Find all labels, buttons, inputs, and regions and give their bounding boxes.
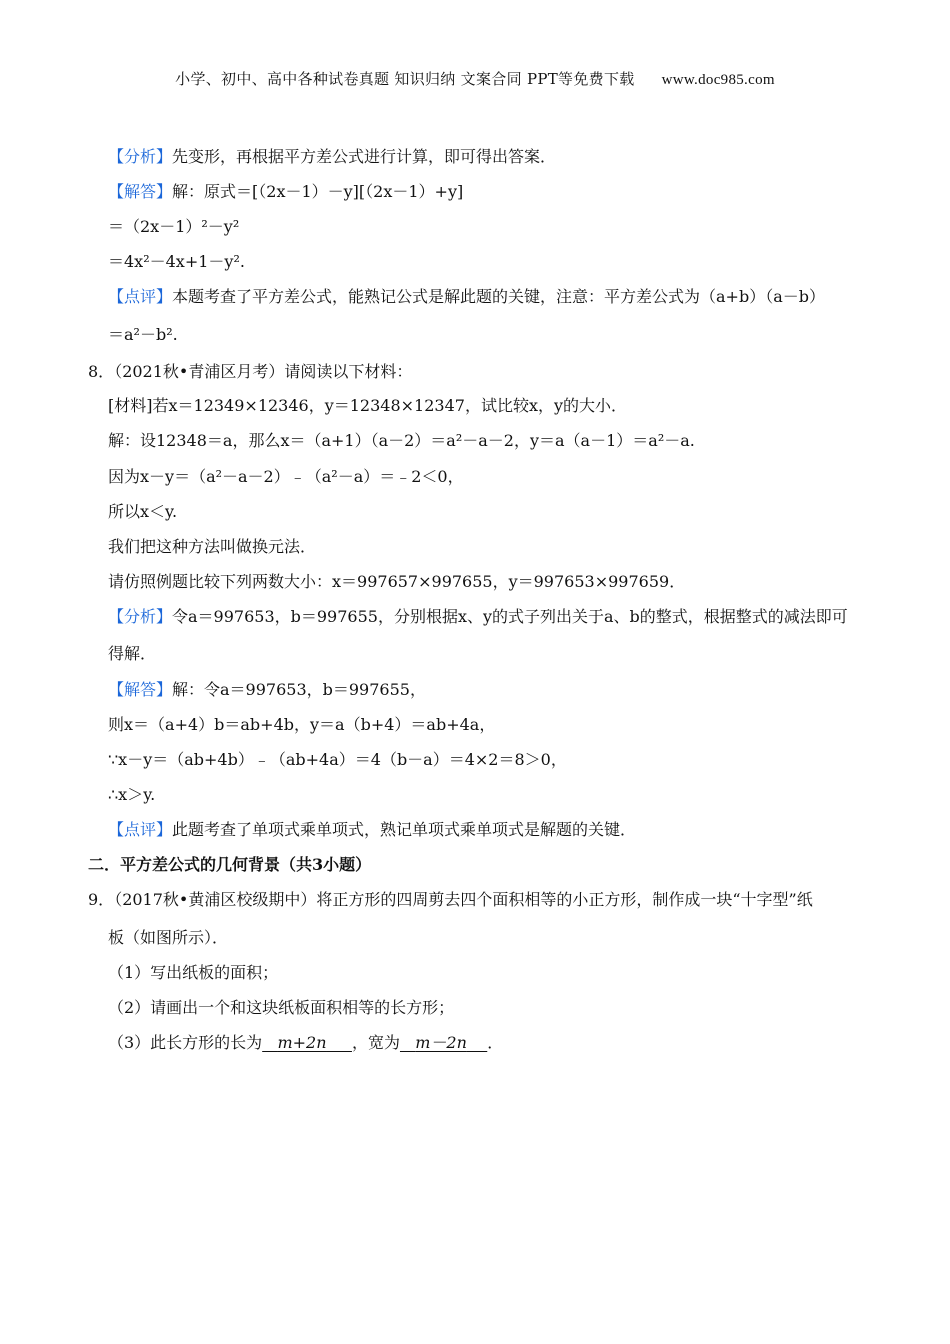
section-title: 二．平方差公式的几何背景（共3小题） — [88, 855, 372, 874]
q7-solution-text-1: 解：原式＝[（2x－1）－y][（2x－1）+y] — [172, 182, 464, 201]
q9-part-3-suffix: ． — [487, 1033, 504, 1052]
solution-tag: 【解答】 — [108, 680, 173, 699]
q8-analysis-line-1 — [108, 606, 848, 628]
q9-stem-text-1: （2017秋•黄浦区校级期中）将正方形的四周剪去四个面积相等的小正方形，制作成一块“十字型”纸 — [114, 890, 813, 909]
q8-analysis-text-1: 令a＝997653，b＝997655，分别根据x、y的式子列出关于a、b的整式，根据整式的减法即可 — [172, 607, 848, 626]
analysis-tag: 【分析】 — [108, 147, 173, 166]
q9-number: 9． — [88, 890, 115, 909]
q8-solution-line-4: ∴x＞y. — [108, 785, 156, 804]
q8-solution-text-1: 解：令a＝997653，b＝997655， — [172, 680, 426, 699]
q8-title: （2021秋•青浦区月考）请阅读以下材料： — [114, 362, 413, 381]
q8-task: 请仿照例题比较下列两数大小：x＝997657×997655，y＝997653×997659． — [108, 572, 686, 591]
q9-part-3-prefix: （3）此长方形的长为 — [108, 1033, 263, 1052]
q8-comment-text: 此题考查了单项式乘单项式，熟记单项式乘单项式是解题的关键． — [172, 820, 637, 839]
q9-answer-width-value: m－2n — [415, 1033, 467, 1052]
q9-part-3 — [108, 1032, 503, 1054]
comment-tag: 【点评】 — [108, 287, 173, 306]
q7-comment-text-1: 本题考查了平方差公式，能熟记公式是解此题的关键，注意：平方差公式为（a+b）（a－b） — [172, 287, 825, 306]
q9-part-1: （1）写出纸板的面积； — [108, 963, 279, 982]
q7-solution-line-3: ＝4x²－4x+1－y². — [108, 252, 245, 271]
q8-number: 8． — [88, 362, 115, 381]
q9-answer-length-value: m+2n — [277, 1033, 327, 1052]
analysis-tag: 【分析】 — [108, 607, 173, 626]
q7-solution-line-1 — [108, 181, 463, 203]
q9-part-2: （2）请画出一个和这块纸板面积相等的长方形； — [108, 998, 455, 1017]
q8-solution-line-1 — [108, 679, 426, 701]
q8-header — [88, 361, 412, 383]
q9-answer-width — [400, 1033, 487, 1052]
q7-solution-line-2: ＝（2x－1）²－y² — [108, 217, 240, 236]
q9-part-3-mid: ，宽为 — [351, 1033, 400, 1052]
solution-tag: 【解答】 — [108, 182, 173, 201]
q8-analysis-line-2: 得解． — [108, 644, 157, 663]
q9-stem-line-1 — [88, 889, 813, 911]
page-header — [0, 68, 950, 89]
q8-example-line-2: 因为x－y＝（a²－a－2）﹣（a²－a）＝﹣2＜0， — [108, 467, 464, 486]
q7-analysis — [108, 146, 556, 168]
q7-analysis-text: 先变形，再根据平方差公式进行计算，即可得出答案． — [172, 147, 557, 166]
comment-tag: 【点评】 — [108, 820, 173, 839]
q7-comment-line-2: ＝a²－b². — [108, 325, 178, 344]
header-text: 小学、初中、高中各种试卷真题 知识归纳 文案合同 PPT等免费下载 — [175, 70, 635, 88]
q8-comment — [108, 819, 636, 841]
q8-example-line-3: 所以x＜y. — [108, 502, 178, 521]
q8-solution-line-2: 则x＝（a+4）b＝ab+4b，y＝a（b+4）＝ab+4a， — [108, 715, 496, 734]
header-url: www.doc985.com — [661, 72, 775, 88]
q8-example-line-1: 解：设12348＝a，那么x＝（a+1）（a－2）＝a²－a－2，y＝a（a－1）＝a²－a. — [108, 431, 695, 450]
q8-solution-line-3: ∵x－y＝（ab+4b）﹣（ab+4a）＝4（b－a）＝4×2＝8＞0， — [108, 750, 567, 769]
q7-comment-line-1 — [108, 286, 825, 308]
q9-answer-length — [262, 1033, 352, 1052]
q8-example-line-4: 我们把这种方法叫做换元法． — [108, 537, 317, 556]
q8-material: [材料]若x＝12349×12346，y＝12348×12347，试比较x，y的大小． — [108, 396, 628, 415]
q9-stem-line-2: 板（如图所示）． — [108, 928, 229, 947]
